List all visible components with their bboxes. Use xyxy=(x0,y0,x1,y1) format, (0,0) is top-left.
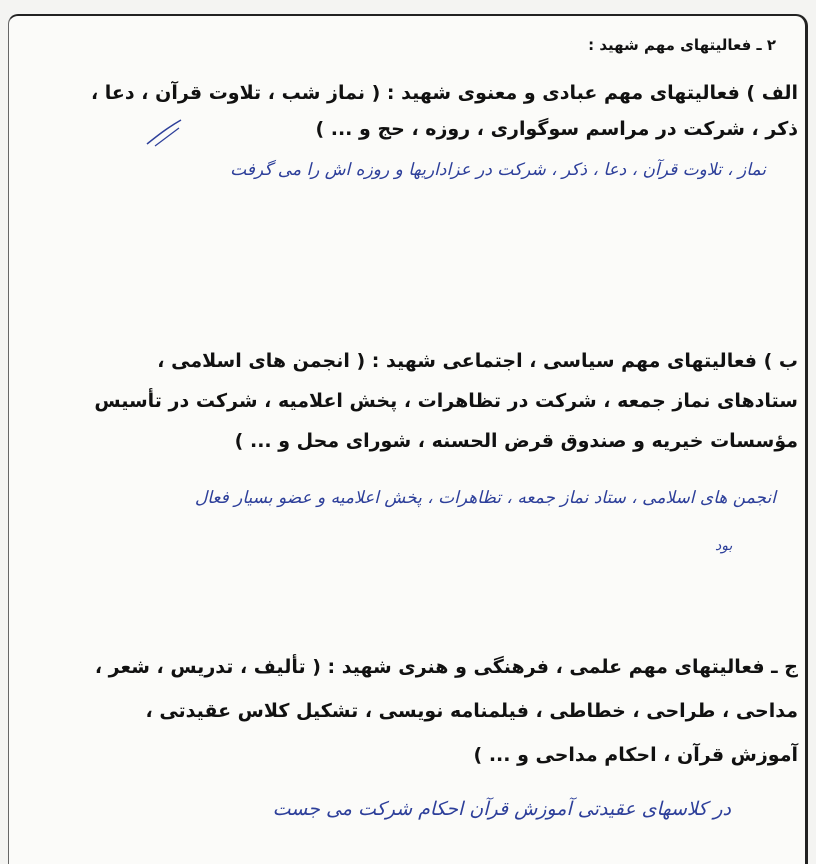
be-line-2: ستادهای نماز جمعه ، شرکت در تظاهرات ، پخش اعلامیه ، شرکت در تأسیس xyxy=(94,390,798,412)
pen-stroke-mark xyxy=(145,118,185,148)
be-line-3: مؤسسات خیریه و صندوق قرض الحسنه ، شورای محل و ... ) xyxy=(234,430,798,452)
jim-line-2: مداحی ، طراحی ، خطاطی ، فیلمنامه نویسی ، تشکیل کلاس عقیدتی ، xyxy=(145,700,798,722)
jim-line-1: ج ـ فعالیتهای مهم علمی ، فرهنگی و هنری شهید : ( تألیف ، تدریس ، شعر ، xyxy=(94,656,798,678)
jim-line-3: آموزش قرآن ، احکام مداحی و ... ) xyxy=(473,744,798,766)
be-handwritten-answer: انجمن های اسلامی ، ستاد نماز جمعه ، تظاهرات ، پخش اعلامیه و عضو بسیار فعال xyxy=(194,488,776,508)
alef-handwritten-answer: نماز ، تلاوت قرآن ، دعا ، ذکر ، شرکت در عزاداریها و روزه اش را می گرفت xyxy=(230,160,766,180)
jim-handwritten-answer: در کلاسهای عقیدتی آموزش قرآن احکام شرکت می جست xyxy=(272,798,731,820)
be-handwritten-continuation: بود xyxy=(715,538,733,554)
alef-line-2: ذکر ، شرکت در مراسم سوگواری ، روزه ، حج و ... ) xyxy=(315,118,798,140)
alef-line-1: الف ) فعالیتهای مهم عبادی و معنوی شهید : ( نماز شب ، تلاوت قرآن ، دعا ، xyxy=(90,82,798,104)
section-title: ۲ ـ فعالیتهای مهم شهید : xyxy=(588,36,776,54)
be-line-1: ب ) فعالیتهای مهم سیاسی ، اجتماعی شهید : ( انجمن های اسلامی ، xyxy=(157,350,798,372)
